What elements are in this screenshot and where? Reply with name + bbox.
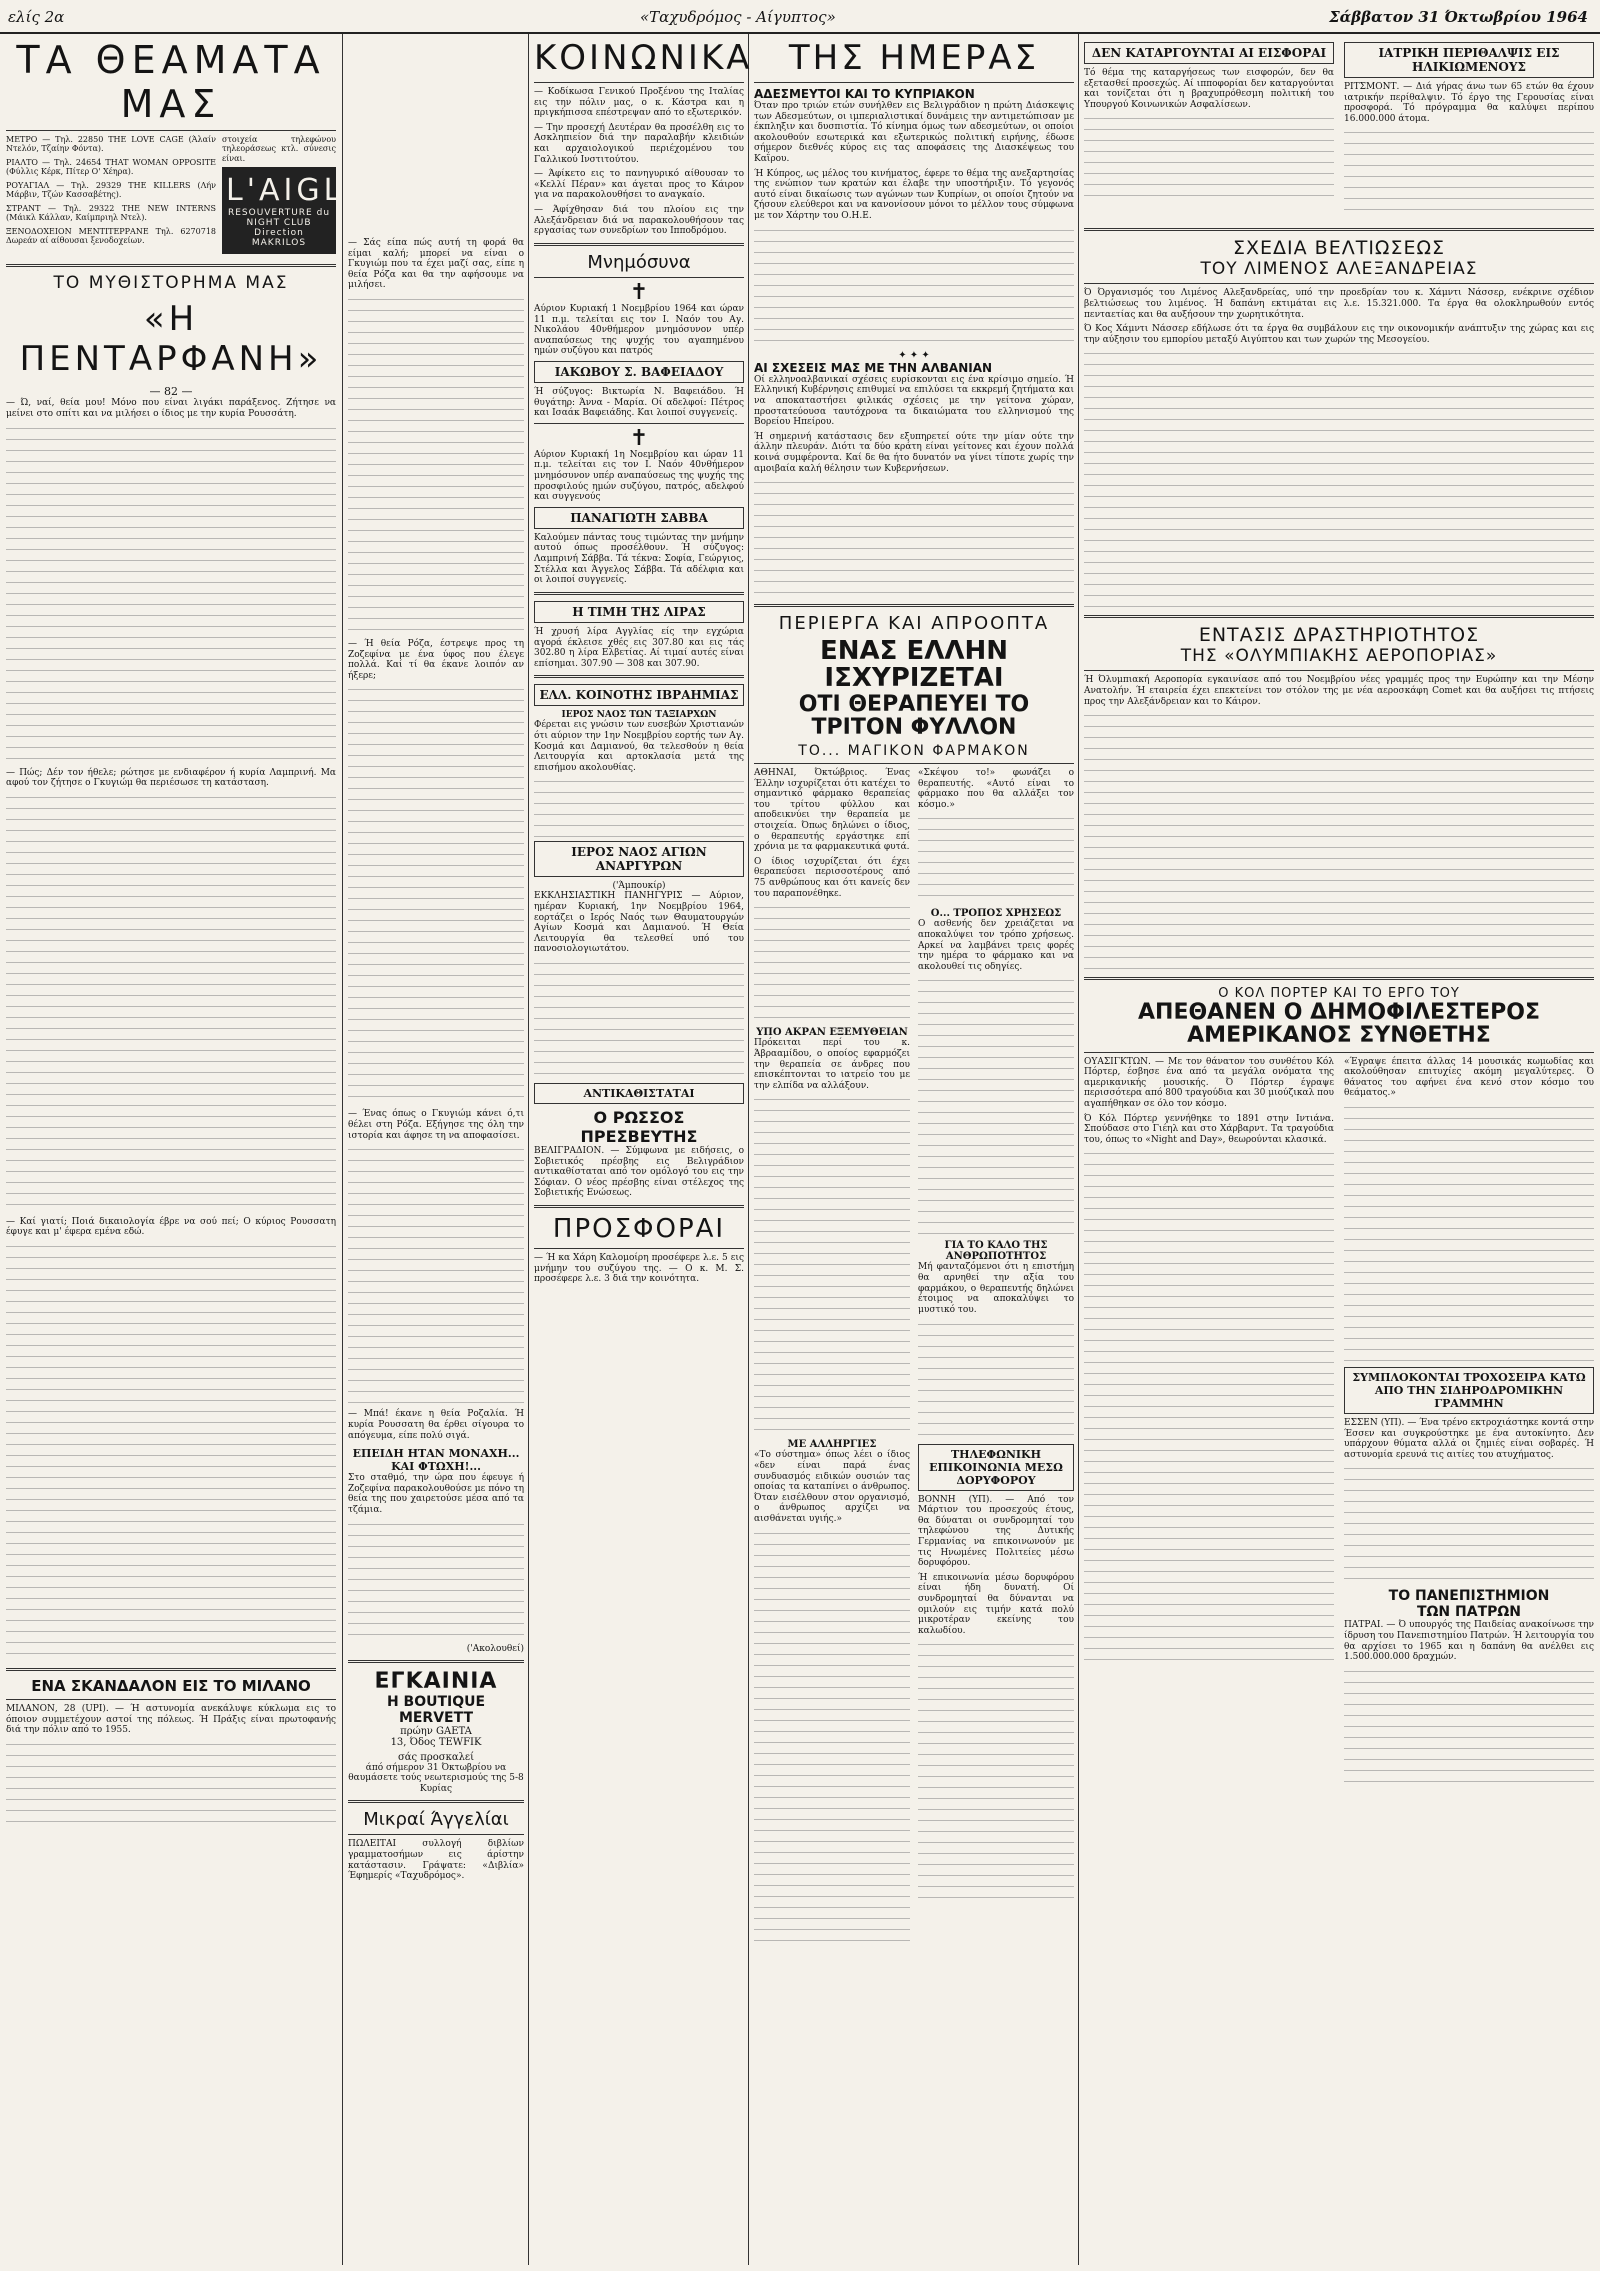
text-block bbox=[1344, 1464, 1594, 1584]
healer-subhead: Ο... ΤΡΟΠΟΣ ΧΡΗΣΕΩΣ bbox=[930, 908, 1062, 920]
text-block bbox=[1344, 1103, 1594, 1363]
cross-icon: ✝ bbox=[629, 279, 649, 305]
column-divider bbox=[342, 34, 343, 2265]
olympic-paragraph: Ή Όλυμπιακή Αεροπορία εγκαινίασε από του Νοεμβρίου νέες γραμμές προς την Ευρώπην και την Μέσην Ανατολήν. Ή εταιρεία έχει επεκτείνει τον στόλον της με νέα αεροσκάφη Comet και θα αυξήσει τις πτήσεις προς την Αλεξάνδρειαν και το Κάιρον. bbox=[1084, 675, 1594, 707]
text-block bbox=[534, 959, 744, 1079]
healer-headline-line2: ΟΤΙ ΘΕΡΑΠΕΥΕΙ ΤΟ ΤΡΙΤΟΝ ΦΥΛΛΟΝ bbox=[798, 691, 1030, 740]
church-notice-text: ΕΚΚΛΗΣΙΑΣΤΙΚΗ ΠΑΝΗΓΥΡΙΣ — Αύριον, ημέραν Κυριακή, 1ην Νοεμβρίου 1964, εορτάζει ο Ιερός Ναός των Θαυματουργών Αγίων Κοσμά και Δαμιανού. Ή Θεία Λειτουργία θα τελεσθεί υπό του πανοσιολογιωτάτου. bbox=[534, 891, 744, 955]
memorials-title: Μνημόσυνα bbox=[587, 251, 691, 273]
healer-subhead: ΓΙΑ ΤΟ ΚΑΛΟ ΤΗΣ ΑΝΘΡΩΠΟΤΗΤΟΣ bbox=[944, 1240, 1048, 1263]
social-item: — Κοδίκωσα Γενικού Προξένου της Ιταλίας εις την πόλιν μας, ο κ. Κάστρα και η πριγκήπισσα επέστρεψαν από το εξωτερικόν. bbox=[534, 87, 744, 119]
ambassador-tag: ΑΝΤΙΚΑΘΙΣΤΑΤΑΙ bbox=[534, 1083, 744, 1104]
text-block bbox=[918, 1320, 1074, 1440]
issue-date: Σάββατον 31 Όκτωβρίου 1964 bbox=[1329, 8, 1588, 26]
healer-subheadline: ΤΟ... ΜΑΓΙΚΟΝ ΦΑΡΜΑΚΟΝ bbox=[798, 742, 1030, 759]
porter-paragraph: Ό Κόλ Πόρτερ γεννήθηκε το 1891 στην Ιντιάνα. Σπούδασε στο Γιέηλ και στο Χάρβαρντ. Τα τραγούδια του, όπως το «Night and Day», θεωρούνται κλασικά. bbox=[1084, 1113, 1334, 1145]
text-block bbox=[754, 478, 1074, 598]
novel-installment: — 82 — bbox=[149, 385, 193, 399]
text-block bbox=[348, 685, 524, 1105]
boutique-ad-date: άπό σήμερον 31 Όκτωβρίου να θαυμάσετε τούς νεωτερισμούς της 5-8 Κυρίας bbox=[348, 1762, 524, 1794]
column-novel-continued bbox=[348, 238, 524, 2264]
porter-headline-line2: ΑΜΕΡΙΚΑΝΟΣ ΣΥΝΘΕΤΗΣ bbox=[1187, 1023, 1491, 1049]
gold-price-text: Ή χρυσή λίρα Αγγλίας είς την εγχώρια αγορά έκλεισε χθές εις 307.80 και εις τάς 302.80 η λίρα Ελβετίας. Αί τιμαί αυτές είναι επίσημαι. 307.90 — 308 και 307.90. bbox=[534, 626, 744, 669]
text-block bbox=[1344, 128, 1594, 218]
listing-side-note: στοιχεία τηλεφώνου τηλεοράσεως κτλ. σύνεσις είναι. bbox=[222, 135, 336, 163]
memorial-name: ΙΑΚΩΒΟΥ Σ. ΒΑΦΕΙΑΔΟΥ bbox=[534, 361, 744, 383]
satellite-phone-text: Ή επικοινωνία μέσω δορυφόρου είναι ήδη δυνατή. Οί συνδρομηταί θα δύνανται να ομιλούν εις τιμήν κατά πολύ μικροτέραν εκείνης του καλωδίου. bbox=[918, 1572, 1074, 1636]
novel-paragraph: — Ή θεία Ρόζα, έστρεψε προς τη Ζοζεφίνα με ένα ύφος που έλεγε πολλά. Καί τί θα έκανε λοιπόν αν ήξερε; bbox=[348, 639, 524, 681]
healer-paragraph: Ο ίδιος ισχυρίζεται ότι έχει θεραπεύσει περισσοτέρους από 75 ανθρώπους και ότι κανείς δεν του παραπονέθηκε. bbox=[754, 856, 910, 899]
text-block bbox=[6, 1740, 336, 1830]
text-block bbox=[348, 1520, 524, 1640]
listing-hotel: ΞΕΝΟΔΟΧΕΙΟΝ ΜΕΝΤΙΤΕΡΡΑΝΕ Τηλ. 6270718 Δωρεάν αί αίθουσαι ξενοδοχείων. bbox=[6, 226, 216, 245]
university-paragraph: ΠΑΤΡΑΙ. — Ό υπουργός της Παιδείας ανακοίνωσε την ίδρυση του Πανεπιστημίου Πατρών. Ή λειτουργία του θα αρχίσει το 1965 και η δαπάνη θα ανέλθει εις 1.500.000.000 δραχμών. bbox=[1344, 1620, 1594, 1663]
text-block bbox=[754, 903, 910, 1023]
memorial-notice: Αύριον Κυριακή 1 Νοεμβρίου 1964 και ώραν 11 π.μ. τελείται εις τον Ι. Ναόν του Αγ. Νικολάου 40νθήμερον μνημόσυνον υπέρ αναπαύσεως της ψυχής του αγαπημένου ημών συζύγου και πατρός bbox=[534, 303, 744, 357]
port-headline-line1: ΣΧΕΔΙΑ ΒΕΛΤΙΩΣΕΩΣ bbox=[1233, 237, 1445, 260]
healer-paragraph: ΑΘΗΝΑΙ, Όκτώβριος. Ένας Έλλην ισχυρίζεται ότι κατέχει το σημαντικό φάρμακο θεραπείας του τρίτου φύλλου και αποδεικνύει την θεραπεία με στοιχεία. Όπως δηλώνει ο ίδιος, ο θεραπευτής εργάστηκε επί χρόνια με τα φαρμακευτικά φυτά. bbox=[754, 767, 910, 853]
column-social bbox=[534, 38, 753, 2264]
offers-title: ΠΡΟΣΦΟΡΑΙ bbox=[552, 1214, 726, 1245]
port-headline-line2: ΤΟΥ ΛΙΜΕΝΟΣ ΑΛΕΞΑΝΔΡΕΙΑΣ bbox=[1200, 259, 1478, 280]
elderly-care-headline: ΙΑΤΡΙΚΗ ΠΕΡΙΘΑΛΨΙΣ ΕΙΣ ΗΛΙΚΙΩΜΕΝΟΥΣ bbox=[1344, 42, 1594, 78]
offers-text: — Ή κα Χάρη Καλομοίρη προσέφερε λ.ε. 5 εις μνήμην του συζύγου της. — Ο κ. Μ. Σ. προσέφερε λ.ε. 3 διά την κοινότητα. bbox=[534, 1253, 744, 1285]
column-entertainment-novel bbox=[6, 38, 398, 2264]
novel-paragraph: — Ένας όπως ο Γκυγιώμ κάνει ό,τι θέλει στη Ρόζα. Εξήγησε της όλη την ιστορία και άφησε τη να αποφασίσει. bbox=[348, 1109, 524, 1141]
column-world-news bbox=[1084, 38, 1594, 2264]
listing-strand: ΣΤΡΑΝΤ — Τηλ. 29322 THE NEW INTERNS (Μάικλ Κάλλαν, Καίμπριηλ Ντελ). bbox=[6, 203, 216, 223]
text-block bbox=[348, 295, 524, 635]
column-divider bbox=[528, 34, 529, 2265]
text-block bbox=[1084, 349, 1594, 609]
healer-subhead: ΜΕ ΑΛΛΗΡΓΙΕΣ bbox=[787, 1439, 877, 1451]
column-news-of-day bbox=[754, 38, 1074, 2264]
text-block bbox=[918, 976, 1074, 1236]
listing-royal: ΡΟΥΑΓΙΑΛ — Τηλ. 29329 THE KILLERS (Λήν Μάρβιν, Τζών Κασσαβέτης). bbox=[6, 180, 216, 200]
albania-paragraph: Οί ελληνοαλβανικαί σχέσεις ευρίσκονται εις ένα κρίσιμο σημείο. Ή Ελληνική Κυβέρνησις επιθυμεί να επιλύσει τα εκκρεμή ζητήματα και να αποκαταστήσει φιλικάς σχέσεις με την γείτονα χώραν, προστατεύουσα ταυτόχρονα τα δικαιώματα του ελληνισμού της Βορείου Ηπείρου. bbox=[754, 374, 1074, 428]
albania-paragraph: Ή σημερινή κατάστασις δεν εξυπηρετεί ούτε την μίαν ούτε την άλλην πλευράν. Διότι τα δύο κράτη είναι γείτονες και έχουν πολλά κοινά συμφέροντα. Καί δε θα ήτο δυνατόν να γίνει τίποτε χωρίς την αμοιβαία καλή θέλησιν των Κυβερνήσεων. bbox=[754, 431, 1074, 474]
milan-scandal-text: ΜΙΛΑΝΟΝ, 28 (UPI). — Ή αστυνομία ανεκάλυψε κύκλωμα εις το όποιον συμμετέχουν αστοί της πόλεως. Ή Πράξις είναι πρωτοφανής διά την πόλιν από το 1955. bbox=[6, 1703, 336, 1736]
church-notice-title: ΙΕΡΟΣ ΝΑΟΣ ΑΓΙΩΝ ΑΝΑΡΓΥΡΩΝ bbox=[534, 841, 744, 877]
cross-icon: ✝ bbox=[629, 425, 649, 451]
ambassador-text: ΒΕΛΙΓΡΑΔΙΟΝ. — Σύμφωνα με ειδήσεις, ο Σοβιετικός πρέσβης εις Βελιγράδιον αντικαθίσταται από τον ομόλογό του εις την Σόφιαν. Ο νέος πρέσβης είναι στέλεχος της Σοβιετικής Ενώσεως. bbox=[534, 1146, 744, 1199]
novel-paragraph: — Πώς; Δέν τον ήθελε; ρώτησε με ενδιαφέρον ή κυρία Λαμπρινή. Μα αφού τον ζήτησε ο Γκυγιώμ θα περιέσωσε τη κατάσταση. bbox=[6, 767, 336, 789]
boutique-ad-address: 13, Όδος TEWFIK bbox=[390, 1736, 482, 1748]
memorial-relatives: Ή σύζυγος: Βικτωρία Ν. Βαφειάδου. Ή θυγάτηρ: Άννα - Μαρία. Οί αδελφοί: Πέτρος και Ισαάκ Βαφειάδης. Και λοιποί συγγενείς. bbox=[534, 386, 744, 419]
classified-ad: ΠΩΛΕΙΤΑΙ συλλογή διβλίων γραμματοσήμων εις άρίστην κατάστασιν. Γράψατε: «Διβλία» Έφημερίς «Ταχυδρόμος». bbox=[348, 1839, 524, 1882]
healer-paragraph: Πρόκειται περί του κ. Άβρααμίδου, ο οποίος εφαρμόζει την θεραπεία σε άνδρες που επισκέπτονται το ιατρείο του με την ελπίδα να αλλάξουν. bbox=[754, 1038, 910, 1091]
healer-subhead: ΥΠΟ ΑΚΡΑΝ ΕΞΕΜΥΘΕΙΑΝ bbox=[756, 1027, 908, 1039]
text-block bbox=[754, 1529, 910, 1949]
strange-section-title: ΠΕΡΙΕΡΓΑ ΚΑΙ ΑΠΡΟΟΠΤΑ bbox=[778, 613, 1050, 635]
lead-headline: ΑΔΕΣΜΕΥΤΟΙ ΚΑΙ ΤΟ ΚΥΠΡΙΑΚΟΝ bbox=[754, 87, 975, 101]
classifieds-title: Μικραί Άγγελίαι bbox=[363, 1809, 509, 1831]
port-paragraph: Ό Όργανισμός του Λιμένος Αλεξανδρείας, υπό την προεδρίαν του κ. Χάμντι Νάσσερ, ενέκρινε σχέδιον βελτιώσεως του λιμένος. Ή δαπάνη εκτιμάται εις λ.ε. 15.321.000. Τα έργα θα ολοκληρωθούν εντός πενταετίας και θα αυξήσουν την χωρητικότητα. bbox=[1084, 288, 1594, 320]
ambassador-headline: Ο ΡΩΣΣΟΣ ΠΡΕΣΒΕΥΤΗΣ bbox=[580, 1108, 698, 1147]
text-block bbox=[1344, 1667, 1594, 1787]
text-block bbox=[918, 1640, 1074, 1900]
church-notice-subtitle: ('Άμπουκίρ) bbox=[612, 881, 666, 892]
porter-kicker: Ο ΚΟΛ ΠΟΡΤΕΡ ΚΑΙ ΤΟ ΕΡΓΟ ΤΟΥ bbox=[1218, 986, 1460, 1002]
social-item: — Άφίχθησαν διά του πλοίου εις την Αλεξάνδρειαν διά να παρακολουθήσουν τας εργασίας των συνεδρίων του Ιπποδρόμου. bbox=[534, 205, 744, 237]
university-headline-line2: ΤΩΝ ΠΑΤΡΩΝ bbox=[1416, 1604, 1522, 1621]
lead-paragraph: Ή Κύπρος, ως μέλος του κινήματος, έφερε το θέμα της ανεξαρτησίας της ενώπιον των κρατών και έλαβε την υποστήριξιν. Τό γεγονός αυτό είναι δικαίωσις των αγώνων των Κυπρίων, οι οποίοι ζητούν να ζήσουν ελεύθεροι και να κανονίσουν μόνοι το μέλλον τους σύμφωνα με τον Χάρτην του Ο.Η.Ε. bbox=[754, 168, 1074, 222]
text-block bbox=[534, 777, 744, 837]
text-block bbox=[754, 226, 1074, 346]
novel-paragraph: — Μπά! έκανε η θεία Ροζαλία. Ή κυρία Ρουσσατη θα έρθει σίγουρα το απόγευμα, είπε πολύ σιγά. bbox=[348, 1409, 524, 1441]
novel-paragraph: — Ώ, ναί, θεία μου! Μόνο που είναι λιγάκι παράξενος. Ζήτησε να μείνει στο σπίτι και να μιλήσει ο ίδιος με την κυρία Ρουσσάτη. bbox=[6, 398, 336, 419]
laiglon-ad bbox=[222, 167, 398, 254]
university-headline-line1: ΤΟ ΠΑΝΕΠΙΣΤΗΜΙΟΝ bbox=[1388, 1588, 1550, 1605]
novel-title: «Η ΠΕΝΤΑΡΦΑΝΗ» bbox=[19, 299, 323, 380]
section-title-shows: ΤΑ ΘΕΑΜΑΤΑ ΜΑΣ bbox=[16, 38, 326, 126]
healer-paragraph: Ο ασθενής δεν χρειάζεται να αποκαλύψει τον τρόπο χρήσεως. Αρκεί να λαμβάνει τρεις φορές την ημέρα το φάρμακο και να ακολουθεί τις οδηγίες. bbox=[918, 919, 1074, 972]
port-paragraph: Ό Κος Χάμντι Νάσσερ εδήλωσε ότι τα έργα θα συμβάλουν εις την οικονομικήν ανάπτυξιν της χώρας και εις την αύξησιν του εμπορίου μεταξύ Αιγύπτου και των χωρών της Μεσογείου. bbox=[1084, 324, 1594, 345]
contributions-headline: ΔΕΝ ΚΑΤΑΡΓΟΥΝΤΑΙ ΑΙ ΕΙΣΦΟΡΑΙ bbox=[1084, 42, 1334, 64]
laiglon-direction: Direction MAKRILOS bbox=[251, 228, 307, 249]
column-divider bbox=[748, 34, 749, 2265]
satellite-phone-text: ΒΟΝΝΗ (ΥΠ). — Από τον Μάρτιον του προσεχούς έτους, θα δύναται οι συνδρομηταί του τηλεφώνου της Δυτικής Γερμανίας να επικοινωνούν με τις Ηνωμένες Πολιτείες μέσω δορυφόρου. bbox=[918, 1494, 1074, 1569]
boutique-ad-invite: σάς προσκαλεί bbox=[397, 1751, 475, 1763]
novel-subheading: ΕΠΕΙΔΗ ΗΤΑΝ ΜΟΝΑΧΗ... bbox=[352, 1447, 520, 1461]
healer-paragraph: Μή φανταζόμενοι ότι η επιστήμη θα αρνηθεί την αξία του φαρμάκου, ο θεραπευτής δηλώνει έτοιμος να αποκαλύψει το μυστικό του. bbox=[918, 1262, 1074, 1315]
train-paragraph: ΕΣΣΕΝ (ΥΠ). — Ένα τρένο εκτροχιάστηκε κοντά στην Έσσεν και συγκρούστηκε με ένα αυτοκίνητο. Δεν υπάρχουν θύματα αλλά οι ζημιές είναι σοβαρές. Ή αστυνομία ερευνά τις αιτίες του ατυχήματος. bbox=[1344, 1417, 1594, 1460]
memorial-name: ΠΑΝΑΓΙΩΤΗ ΣΑΒΒΑ bbox=[534, 507, 744, 529]
olympic-headline-line2: ΤΗΣ «ΟΛΥΜΠΙΑΚΗΣ ΑΕΡΟΠΟΡΙΑΣ» bbox=[1180, 646, 1498, 667]
text-block bbox=[918, 814, 1074, 904]
text-block bbox=[754, 1095, 910, 1435]
memorial-relatives: Καλούμεν πάντας τους τιμώντας την μνήμην αυτού όπως προσέλθουν. Ή σύζυγος: Λαμπρινή Σάββα. Τά τέκνα: Σοφία, Γεώργιος, Στέλλα και Άγγελος Σάββα. Τά αδέλφια και οι λοιποί συγγενείς. bbox=[534, 532, 744, 586]
healer-paragraph: «Σκέψου το!» φωνάζει ο θεραπευτής. «Αυτό είναι το φάρμακο που θα αλλάξει τον κόσμο.» bbox=[918, 767, 1074, 810]
lead-paragraph: Όταν προ τριών ετών συνήλθεν εις Βελιγράδιον η πρώτη Διάσκεψις των Αδεσμεύτων, οι ιμπεριαλιστικαί δυνάμεις την αντιμετώπισαν με έκπληξιν και δυσπιστία. Τό κίνημα όμως των αδεσμεύτων, οι οποίοι ακολουθούν εσωτερικά και εξωτερικώς πολιτική ειρήνης, έδωσε σήμερον διεθνές κύρος εις τας αποφάσεις της Διασκέψεως του Καΐρου. bbox=[754, 101, 1074, 165]
text-block bbox=[6, 424, 336, 764]
social-item: — Άφίκετο εις το πανηγυρικό αίθουσαν το «Κελλί Πέραν» και άγεται προς το Κάιρον για να παρακολουθήσει το αναγκαίο. bbox=[534, 169, 744, 201]
memorial-notice: Αύριον Κυριακή 1η Νοεμβρίου και ώραν 11 π.μ. τελείται εις τον Ι. Ναόν 40νθήμερον μνημόσυνον υπέρ αναπαύσεως της ψυχής της προσφιλούς ημών συζύγου, πατρός, αδελφού και συγγενούς bbox=[534, 449, 744, 503]
porter-paragraph: «Έγραψε έπειτα άλλας 14 μουσικάς κωμωδίας και ακολούθησαν επιτυχίες ακόμη μεγαλύτερες. Ό θάνατος του αφήνει ένα κενό στον κόσμο του θεάματος.» bbox=[1344, 1056, 1594, 1099]
novel-subheading: ΚΑΙ ΦΤΩΧΗ!... bbox=[391, 1460, 481, 1474]
train-headline: ΣΥΜΠΛΟΚΟΝΤΑΙ ΤΡΟΧΟΣΕΙΡΑ ΚΑΤΩ ΑΠΟ ΤΗΝ ΣΙΔΗΡΟΔΡΟΜΙΚΗΝ ΓΡΑΜΜΗΝ bbox=[1344, 1367, 1594, 1414]
boutique-ad-name: Η BOUTIQUE MERVETT bbox=[386, 1693, 486, 1726]
listing-metro: ΜΕΤΡΟ — Τηλ. 22850 THE LOVE CAGE (Άλαίν Ντελόν, Τζαίην Φόντα). bbox=[6, 135, 216, 154]
novel-paragraph: — Καί γιατί; Ποιά δικαιολογία έβρε να σού πεί; Ο κύριος Ρουσσατη έφυγε και μ' έφερα εμένα εδώ. bbox=[6, 1216, 336, 1238]
church-notice-text: Φέρεται εις γνώσιν των ευσεβών Χριστιανών ότι αύριον την 1ην Νοεμβρίου εορτής των Αγ. Κοσμά και Δαμιανού, θα τελεσθούν η θεία Λειτουργία και αρτοκλασία μετά της επισήμου ακολουθίας. bbox=[534, 720, 744, 773]
paper-name: «Ταχυδρόμος - Αίγυπτος» bbox=[640, 8, 836, 26]
church-notice-title: ΕΛΛ. ΚΟΙΝΟΤΗΣ ΙΒΡΑΗΜΙΑΣ bbox=[534, 684, 744, 706]
albania-headline: ΑΙ ΣΧΕΣΕΙΣ ΜΑΣ ΜΕ ΤΗΝ ΑΛΒΑΝΙΑΝ bbox=[754, 360, 993, 375]
column-divider bbox=[1078, 34, 1079, 2265]
novel-paragraph: Στο σταθμό, την ώρα που έφευγε ή Ζοζεφίνα παρακολουθούσε με πόνο τη θεία της που χαιρετούσε μέσα από τα τζάμια. bbox=[348, 1473, 524, 1515]
novel-paragraph: — Σάς είπα πώς αυτή τη φορά θα είμαι καλή; μπορεί να είναι ο Γκυγιώμ που τα έχει μαζί σας, είπε η θεία Ρόζα και θα την αφήσουμε να μιλήσει. bbox=[348, 238, 524, 291]
novel-section-heading: ΤΟ ΜΥΘΙΣΤΟΡΗΜΑ ΜΑΣ bbox=[53, 273, 289, 294]
contributions-text: Τό θέμα της καταργήσεως των εισφορών, δεν θα εξετασθεί προσεχώς. Αί ιπποφορίαι δεν καταργούνται και τονίζεται ότι η βραχυπρόθεσμη πολιτική του Υπουργού Κοινωνικών Ασφαλίσεων. bbox=[1084, 68, 1334, 110]
text-block bbox=[348, 1145, 524, 1405]
porter-paragraph: ΟΥΑΣΙΓΚΤΩΝ. — Με τον θάνατον του συνθέτου Κόλ Πόρτερ, έσβησε ένα από τα μεγάλα ονόματα της αμερικανικής μουσικής. Ό Πόρτερ έγραψε περισσότερα από 800 τραγούδια και 30 μιούζικαλ που αγαπήθηκαν σε όλο τον κόσμο. bbox=[1084, 1056, 1334, 1109]
porter-headline-line1: ΑΠΕΘΑΝΕΝ Ο ΔΗΜΟΦΙΛΕΣΤΕΡΟΣ bbox=[1138, 1000, 1540, 1026]
boutique-ad-title: ΕΓΚΑΙΝΙΑ bbox=[374, 1668, 498, 1694]
boutique-ad-formerly: πρώην GAETA bbox=[400, 1725, 472, 1737]
text-block bbox=[6, 1242, 336, 1662]
section-title-day: ΤΗΣ ΗΜΕΡΑΣ bbox=[788, 38, 1040, 78]
masthead bbox=[0, 4, 1600, 34]
ornament-separator: ✦ ✦ ✦ bbox=[898, 349, 930, 361]
healer-paragraph: «Το σύστημα» όπως λέει ο ίδιος «δεν είναι παρά ένας συνδυασμός ειδικών ουσιών τας οποίας τα καταπίνει ο άνθρωπος. Όταν εισέλθουν στον οργανισμό, ο άνθρωπος αρχίζει να αισθάνεται υγιής.» bbox=[754, 1450, 910, 1524]
social-item: — Την προσεχή Δευτέραν θα προσέλθη εις το Ασκληπιείον διά την παραλαβήν κλειδιών και αρχαιολογικού περιέχομένου του Γαλλικού Ινστιτούτου. bbox=[534, 122, 744, 165]
laiglon-reopening: RESOUVERTURE du NIGHT CLUB bbox=[227, 208, 331, 229]
elderly-care-text: ΡΙΤΣΜΟΝΤ. — Διά γήρας άνω των 65 ετών θα έχουν ιατρικήν περίθαλψιν. Τό έργο της Γερουσίας είναι προσφορά. Τό πρόγραμμα θα καλύψει περίπου 16.000.000 άτομα. bbox=[1344, 82, 1594, 124]
laiglon-logo-text: L'AIGLON bbox=[226, 173, 398, 209]
text-block bbox=[1084, 114, 1334, 204]
satellite-phone-headline: ΤΗΛΕΦΩΝΙΚΗ ΕΠΙΚΟΙΝΩΝΙΑ ΜΕΣΩ ΔΟΡΥΦΟΡΟΥ bbox=[918, 1444, 1074, 1491]
gold-price-title: Η ΤΙΜΗ ΤΗΣ ΛΙΡΑΣ bbox=[534, 601, 744, 623]
text-block bbox=[1084, 711, 1594, 971]
to-be-continued: ('Ακολουθεί) bbox=[466, 1643, 524, 1654]
olympic-headline-line1: ΕΝΤΑΣΙΣ ΔΡΑΣΤΗΡΙΟΤΗΤΟΣ bbox=[1198, 624, 1480, 647]
text-block bbox=[1084, 1149, 1334, 1669]
listing-rialto: ΡΙΑΛΤΟ — Τηλ. 24654 THAT WOMAN OPPOSITE (Φύλλις Κέρκ, Πίτερ Ο' Χέηρα). bbox=[6, 157, 216, 177]
milan-scandal-headline: ΕΝΑ ΣΚΑΝΔΑΛΟΝ ΕΙΣ ΤΟ ΜΙΛΑΝΟ bbox=[31, 1676, 311, 1695]
text-block bbox=[6, 793, 336, 1213]
section-title-social: ΚΟΙΝΩΝΙΚΑ bbox=[534, 38, 753, 78]
page-number: ελίς 2α bbox=[8, 8, 65, 26]
church-notice-subtitle: ΙΕΡΟΣ ΝΑΟΣ ΤΩΝ ΤΑΞΙΑΡΧΩΝ bbox=[561, 710, 717, 721]
healer-headline-line1: ΕΝΑΣ ΕΛΛΗΝ ΙΣΧΥΡΙΖΕΤΑΙ bbox=[820, 636, 1008, 694]
